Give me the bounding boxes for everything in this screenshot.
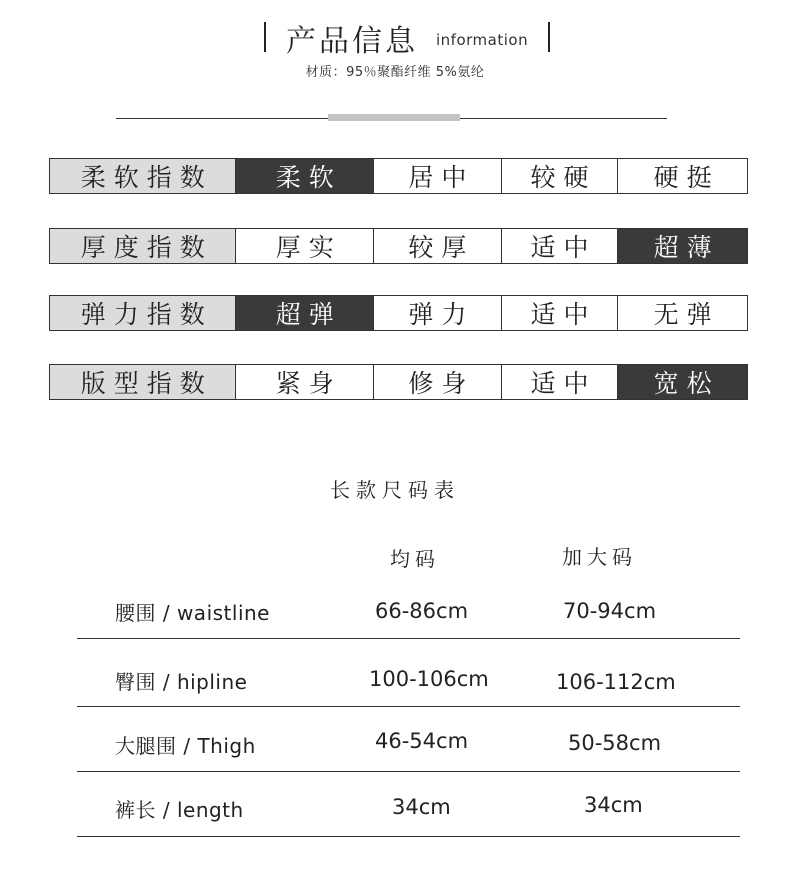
index-option: 硬挺	[617, 159, 747, 193]
index-label: 弹力指数	[50, 296, 235, 330]
index-option: 紧身	[235, 365, 373, 399]
index-option: 超弹	[235, 296, 373, 330]
index-option: 较硬	[501, 159, 618, 193]
row-value: 46-54cm	[375, 729, 469, 753]
index-option: 适中	[501, 365, 618, 399]
fit-index-table	[49, 364, 748, 400]
row-label-length: 裤长 / length	[115, 798, 244, 822]
elasticity-index-table	[49, 295, 748, 331]
column-header-standard: 均码	[390, 547, 440, 571]
index-option: 弹力	[373, 296, 501, 330]
index-label: 版型指数	[50, 365, 235, 399]
index-option: 厚实	[235, 229, 373, 263]
thickness-index-table	[49, 228, 748, 264]
index-option: 适中	[501, 229, 618, 263]
row-label-thigh: 大腿围 / Thigh	[115, 734, 256, 758]
header-bar-right	[548, 22, 550, 52]
index-option: 超薄	[617, 229, 747, 263]
index-option: 适中	[501, 296, 618, 330]
row-divider	[77, 638, 740, 639]
row-value: 34cm	[392, 795, 451, 819]
index-option: 居中	[373, 159, 501, 193]
row-value: 66-86cm	[375, 599, 469, 623]
softness-index-table	[49, 158, 748, 194]
row-divider	[77, 706, 740, 707]
column-header-plus: 加大码	[562, 545, 637, 569]
index-label: 柔软指数	[50, 159, 235, 193]
page-title: 产品信息	[286, 24, 418, 59]
row-value: 106-112cm	[556, 670, 676, 694]
index-option: 修身	[373, 365, 501, 399]
row-value: 100-106cm	[369, 667, 489, 691]
index-option: 无弹	[617, 296, 747, 330]
index-option: 柔软	[235, 159, 373, 193]
index-option: 较厚	[373, 229, 501, 263]
row-value: 50-58cm	[568, 731, 662, 755]
material-text: 材质：95％聚酯纤维 5%氨纶	[305, 65, 485, 80]
size-table-title: 长款尺码表	[330, 478, 460, 502]
row-divider	[77, 836, 740, 837]
header-bar-left	[264, 22, 266, 52]
index-label: 厚度指数	[50, 229, 235, 263]
row-label-hip: 臀围 / hipline	[115, 670, 248, 694]
row-value: 34cm	[584, 793, 643, 817]
row-label-waist: 腰围 / waistline	[115, 601, 270, 625]
index-option: 宽松	[617, 365, 747, 399]
row-divider	[77, 771, 740, 772]
row-value: 70-94cm	[563, 599, 657, 623]
page-subtitle: information	[436, 31, 529, 49]
header-divider-accent	[328, 114, 460, 121]
